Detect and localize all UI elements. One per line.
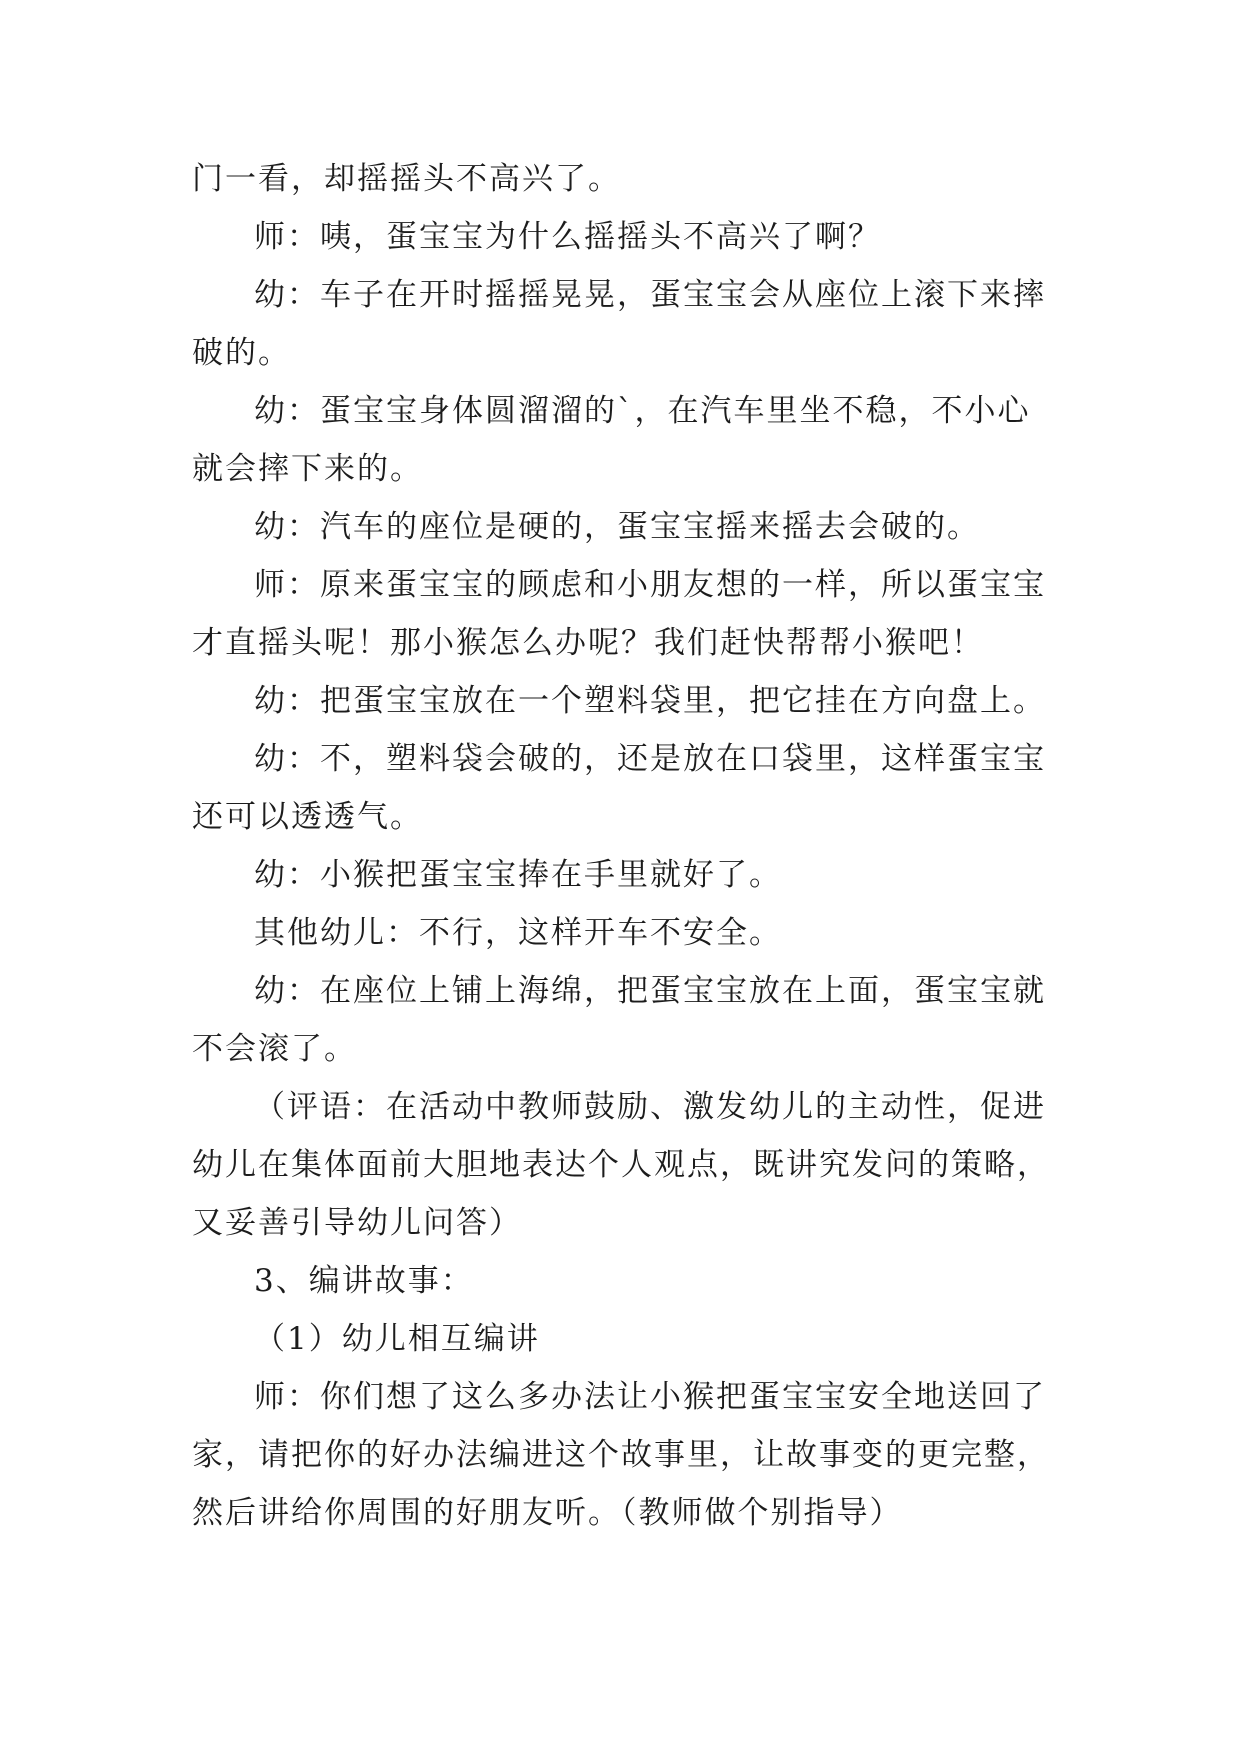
paragraph-2: 师：咦，蛋宝宝为什么摇摇头不高兴了啊？: [254, 219, 881, 255]
paragraph-5: 幼：汽车的座位是硬的，蛋宝宝摇来摇去会破的。: [254, 509, 980, 545]
paragraph-10: 其他幼儿：不行，这样开车不安全。: [254, 915, 782, 951]
paragraph-3: 幼：车子在开时摇摇晃晃，蛋宝宝会从座位上滚下来摔破的。: [192, 277, 1046, 371]
paragraph-6: 师：原来蛋宝宝的顾虑和小朋友想的一样，所以蛋宝宝才直摇头呢！那小猴怎么办呢？我们赶快帮帮小猴吧！: [192, 567, 1046, 661]
paragraph-13: 3、编讲故事：: [254, 1263, 474, 1299]
document-body: [192, 150, 1052, 1542]
paragraph-8: 幼：不，塑料袋会破的，还是放在口袋里，这样蛋宝宝还可以透透气。: [192, 741, 1046, 835]
paragraph-4: 幼：蛋宝宝身体圆溜溜的`，在汽车里坐不稳，不小心就会摔下来的。: [192, 393, 1031, 487]
paragraph-1: 门一看，却摇摇头不高兴了。: [192, 161, 621, 197]
paragraph-12: （评语：在活动中教师鼓励、激发幼儿的主动性，促进幼儿在集体面前大胆地表达个人观点，既讲究发问的策略，又妥善引导幼儿问答）: [192, 1089, 1050, 1241]
paragraph-14: （1）幼儿相互编讲: [254, 1321, 540, 1357]
paragraph-9: 幼：小猴把蛋宝宝捧在手里就好了。: [254, 857, 782, 893]
paragraph-11: 幼：在座位上铺上海绵，把蛋宝宝放在上面，蛋宝宝就不会滚了。: [192, 973, 1046, 1067]
paragraph-15: 师：你们想了这么多办法让小猴把蛋宝宝安全地送回了家，请把你的好办法编进这个故事里，让故事变的更完整，然后讲给你周围的好朋友听。（教师做个别指导）: [192, 1379, 1050, 1531]
paragraph-7: 幼：把蛋宝宝放在一个塑料袋里，把它挂在方向盘上。: [254, 683, 1046, 719]
